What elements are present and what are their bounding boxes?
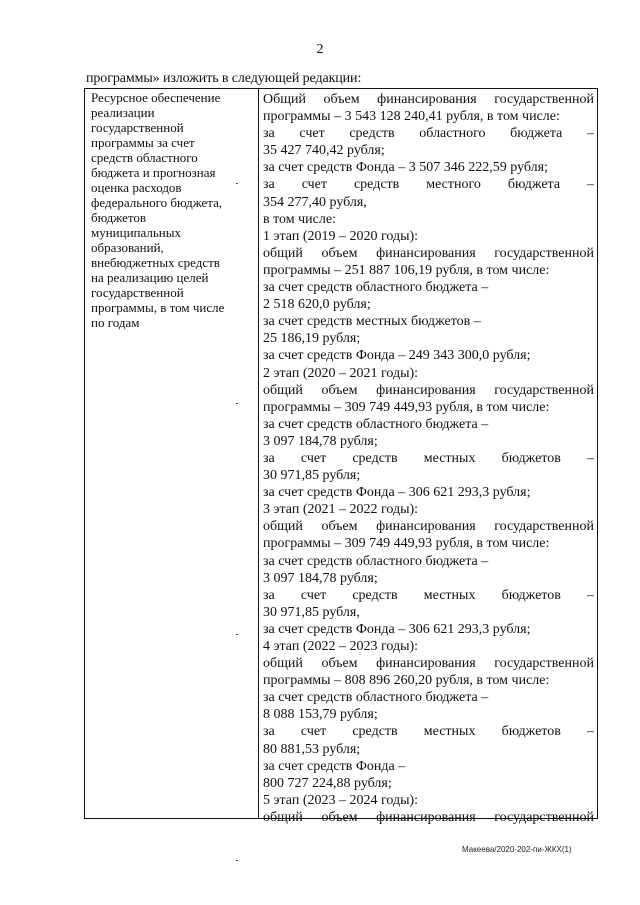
content-line: 25 186,19 рубля; bbox=[263, 331, 361, 347]
label-line: реализации bbox=[91, 105, 155, 120]
content-line: 1 этап (2019 – 2020 годы): bbox=[263, 228, 419, 244]
content-line: за счет средств Фонда – 3 507 346 222,59 рубля; bbox=[263, 160, 548, 176]
content-line: 80 881,53 рубля; bbox=[263, 741, 361, 757]
content-line: программы – 309 749 449,93 рубля, в том числе: bbox=[263, 399, 550, 415]
content-line: 3 097 184,78 рубля; bbox=[263, 570, 378, 586]
content-line: за счет средств областного бюджета – bbox=[263, 126, 594, 142]
content-line: программы – 251 887 106,19 рубля, в том числе: bbox=[263, 262, 550, 278]
document-code: Макеева/2020-202-пи-ЖКХ(1) bbox=[462, 845, 572, 854]
content-line: за счет средств местных бюджетов – bbox=[263, 314, 481, 330]
label-line: по годам bbox=[91, 315, 140, 330]
scan-speck bbox=[236, 403, 238, 404]
content-line: 5 этап (2023 – 2024 годы): bbox=[263, 792, 419, 808]
content-line: 2 518 620,0 рубля; bbox=[263, 297, 371, 313]
content-line: 3 этап (2021 – 2022 годы): bbox=[263, 502, 419, 518]
label-line: образований, bbox=[91, 240, 164, 255]
content-line: за счет средств Фонда – 249 343 300,0 рубля; bbox=[263, 348, 531, 364]
label-line: программы за счет bbox=[91, 135, 195, 150]
content-line: 30 971,85 рубля, bbox=[263, 604, 360, 620]
content-line: за счет средств Фонда – 306 621 293,3 рубля; bbox=[263, 621, 531, 637]
intro-text: программы» изложить в следующей редакции: bbox=[86, 71, 362, 86]
label-line: бюджета и прогнозная bbox=[91, 165, 216, 180]
content-line: Общий объем финансирования государственной bbox=[263, 92, 594, 107]
content-line: за счет средств местных бюджетов – bbox=[263, 587, 594, 603]
label-line: Ресурсное обеспечение bbox=[91, 90, 221, 105]
label-line: внебюджетных средств bbox=[91, 255, 220, 270]
content-line: в том числе: bbox=[263, 211, 336, 227]
label-line: муниципальных bbox=[91, 225, 182, 240]
content-line: за счет средств Фонда – bbox=[263, 758, 406, 774]
resource-table bbox=[84, 88, 598, 825]
scan-speck bbox=[236, 634, 238, 635]
label-line: государственной bbox=[91, 120, 184, 135]
content-line: за счет средств областного бюджета – bbox=[263, 280, 489, 296]
content-line: 30 971,85 рубля; bbox=[263, 468, 361, 484]
content-line: за счет средств местных бюджетов – bbox=[263, 724, 594, 740]
content-line: 8 088 153,79 рубля; bbox=[263, 707, 378, 723]
content-line: 800 727 224,88 рубля; bbox=[263, 775, 392, 791]
content-line: за счет средств областного бюджета – bbox=[263, 553, 489, 569]
label-line: программы, в том числе bbox=[91, 300, 225, 315]
label-line: оценка расходов bbox=[91, 180, 182, 195]
content-line: 4 этап (2022 – 2023 годы): bbox=[263, 639, 419, 654]
content-line: программы – 309 749 449,93 рубля, в том числе: bbox=[263, 536, 550, 552]
content-line: за счет средств местного бюджета – bbox=[263, 177, 594, 193]
scan-speck bbox=[236, 860, 238, 861]
scan-speck bbox=[236, 183, 238, 184]
table-cell-label bbox=[85, 89, 259, 818]
content-line: за счет средств Фонда – 306 621 293,3 рубля; bbox=[263, 485, 531, 501]
content-line: за счет средств областного бюджета – bbox=[263, 416, 489, 432]
content-line: 354 277,40 рубля, bbox=[263, 194, 367, 210]
label-line: на реализацию целей bbox=[91, 270, 209, 285]
page-number: 2 bbox=[316, 42, 324, 57]
content-line: за счет средств областного бюджета – bbox=[263, 690, 489, 706]
content-line: программы – 3 543 128 240,41 рубля, в том числе: bbox=[263, 109, 560, 125]
label-line: бюджетов bbox=[91, 210, 147, 225]
content-line: общий объем финансирования государственной bbox=[263, 245, 594, 261]
label-line: федерального бюджета, bbox=[91, 195, 223, 210]
content-line: общий объем финансирования государственной bbox=[263, 656, 594, 672]
content-line: 3 097 184,78 рубля; bbox=[263, 433, 378, 449]
content-line: общий объем финансирования государственной bbox=[263, 382, 594, 398]
content-line: 2 этап (2020 – 2021 годы): bbox=[263, 365, 419, 381]
content-line: общий объем финансирования государственной bbox=[263, 809, 594, 825]
content-line: 35 427 740,42 рубля; bbox=[263, 143, 385, 159]
content-line: общий объем финансирования государственной bbox=[263, 519, 594, 535]
table-cell-content bbox=[259, 89, 597, 825]
label-line: средств областного bbox=[91, 150, 198, 165]
label-line: государственной bbox=[91, 285, 184, 300]
content-line: за счет средств местных бюджетов – bbox=[263, 450, 594, 466]
content-line: программы – 808 896 260,20 рубля, в том числе: bbox=[263, 673, 550, 689]
